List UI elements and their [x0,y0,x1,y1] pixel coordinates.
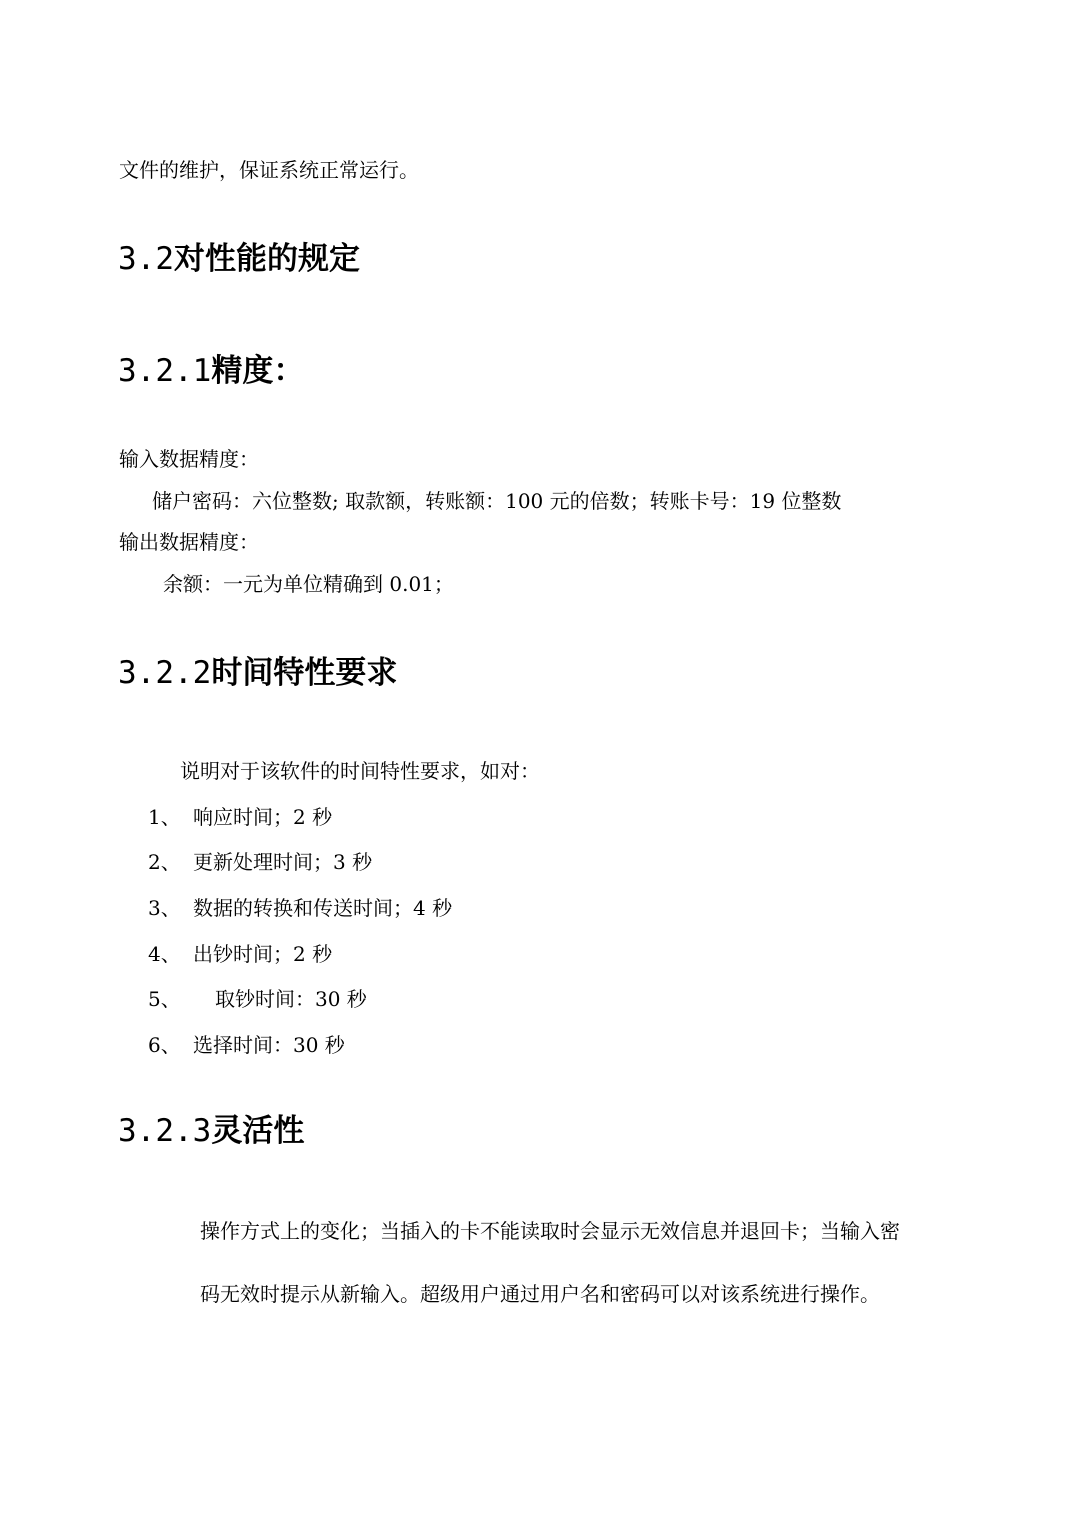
heading-3-2-2-number: 3.2.2 [118,655,212,691]
intro-text: 文件的维护，保证系统正常运行。 [119,158,419,182]
list-item: 出钞时间；2 秒 [193,942,333,966]
output-precision-detail: 余额：一元为单位精确到 0.01； [163,572,454,596]
time-intro: 说明对于该软件的时间特性要求，如对： [180,759,540,783]
input-precision-label: 输入数据精度： [119,447,259,471]
list-item-number: 5、 [148,987,181,1011]
list-item: 更新处理时间；3 秒 [193,850,373,874]
input-precision-detail: 储户密码：六位整数; 取款额，转账额：100 元的倍数；转账卡号：19 位整数 [152,489,842,513]
flexibility-paragraph-line-1: 操作方式上的变化；当插入的卡不能读取时会显示无效信息并退回卡；当输入密 [200,1219,900,1243]
heading-3-2-3 [118,1112,304,1150]
list-item: 响应时间；2 秒 [193,805,333,829]
list-item: 选择时间：30 秒 [193,1033,345,1057]
heading-3-2-title: 对性能的规定 [174,241,360,277]
output-precision-label: 输出数据精度： [119,530,259,554]
list-item-number: 6、 [148,1033,181,1057]
list-item-number: 4、 [148,942,181,966]
heading-3-2 [118,240,360,278]
list-item-number: 1、 [148,805,181,829]
heading-3-2-3-title: 灵活性 [211,1113,305,1149]
heading-3-2-1-number: 3.2.1 [118,353,212,389]
list-item: 取钞时间：30 秒 [215,987,367,1011]
heading-3-2-1 [118,352,304,390]
heading-3-2-2-title: 时间特性要求 [211,655,398,691]
heading-3-2-3-number: 3.2.3 [118,1113,212,1149]
heading-3-2-1-title: 精度： [211,353,305,389]
flexibility-paragraph-line-2: 码无效时提示从新输入。超级用户通过用户名和密码可以对该系统进行操作。 [200,1282,880,1306]
list-item: 数据的转换和传送时间；4 秒 [193,896,453,920]
heading-3-2-2 [118,654,397,692]
heading-3-2-number: 3.2 [118,241,174,277]
list-item-number: 3、 [148,896,181,920]
list-item-number: 2、 [148,850,181,874]
